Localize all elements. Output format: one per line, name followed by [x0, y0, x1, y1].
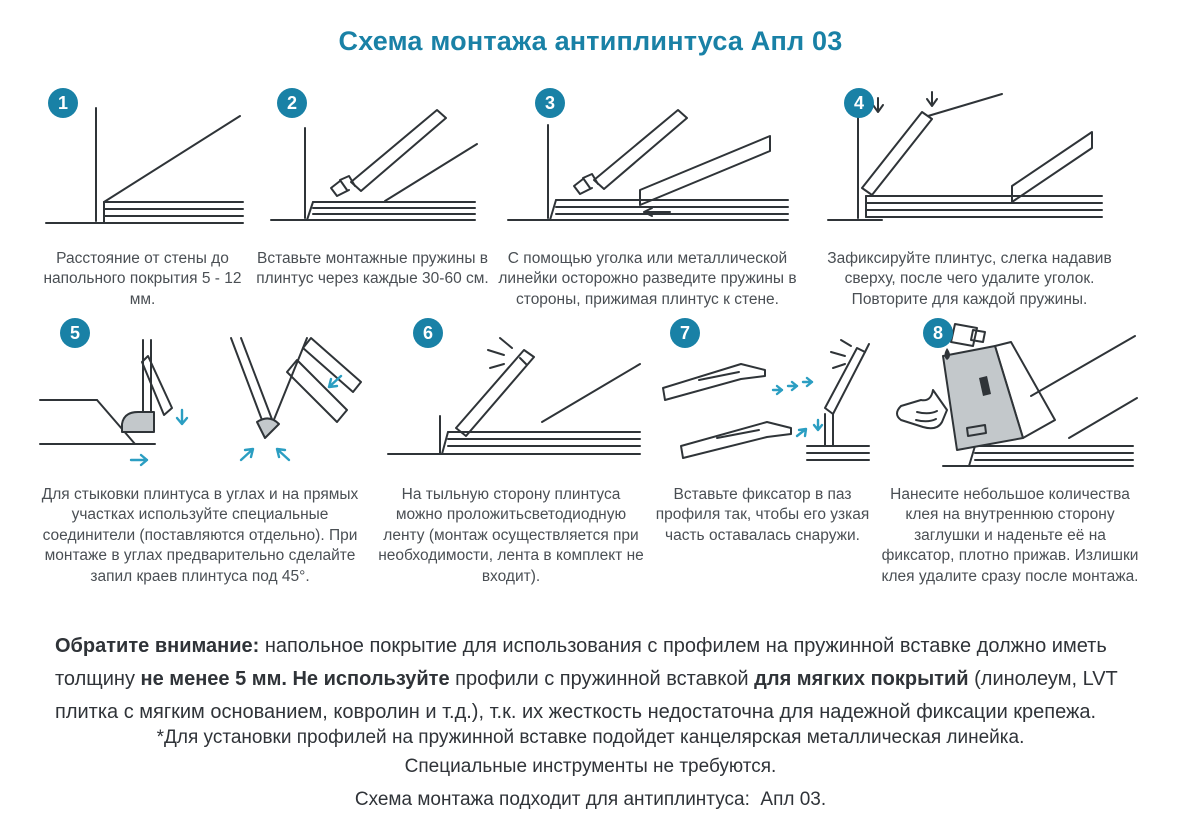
step-1-caption: Расстояние от стены до напольного покрытия 5 - 12 мм. — [43, 250, 242, 308]
step-8-caption: Нанесите небольшое количества клея на внутреннюю сторону заглушки и наденьте её на фиксатор, плотно прижав. Излишки клея удалите сразу после монтажа. — [881, 486, 1139, 585]
step-7 — [655, 318, 870, 546]
step-4-caption: Зафиксируйте плинтус, слегка надавив сверху, после чего удалите уголок. Повторите для каждой пружины. — [827, 250, 1112, 308]
step-6 — [378, 318, 648, 587]
step-5-caption: Для стыковки плинтуса в углах и на прямых участках используйте специальные соединители (поставляются отдельно). При монтаже в углах предварительно сделайте запил краев плинтуса под 45°. — [41, 486, 359, 585]
step-4-badge: 4 — [844, 88, 874, 118]
step-5-badge: 5 — [60, 318, 90, 348]
page-title: Схема монтажа антиплинтуса Апл 03 — [338, 26, 843, 56]
step-2 — [255, 88, 490, 290]
step-2-badge: 2 — [277, 88, 307, 118]
step-2-caption: Вставьте монтажные пружины в плинтус через каждые 30-60 см. — [256, 250, 489, 288]
step-4 — [812, 88, 1127, 310]
step-6-badge: 6 — [413, 318, 443, 348]
step-1 — [30, 88, 255, 310]
step-6-caption: На тыльную сторону плинтуса можно проложитьсветодиодную ленту (монтаж осуществляется при необходимости, лента в комплект не входит). — [378, 486, 644, 585]
step-3-caption: С помощью уголка или металлической линейки осторожно разведите пружины в стороны, прижимая плинтус к стене. — [498, 250, 797, 308]
step-7-badge: 7 — [670, 318, 700, 348]
step-5 — [35, 318, 365, 587]
step-8-badge: 8 — [923, 318, 953, 348]
step-3 — [485, 88, 810, 310]
spread-springs-ruler-illustration — [485, 88, 810, 240]
step-1-badge: 1 — [48, 88, 78, 118]
step-7-caption: Вставьте фиксатор в паз профиля так, чтобы его узкая часть оставалась снаружи. — [655, 486, 870, 544]
step-8 — [880, 318, 1145, 587]
compatibility-note: Схема монтажа подходит для антиплинтуса: Апл 03. — [354, 789, 827, 810]
step-3-badge: 3 — [535, 88, 565, 118]
tools-note-line1: *Для установки профилей на пружинной вставке подойдет канцелярская металлическая линейка. — [156, 727, 1025, 748]
attention-note: Обратите внимание: напольное покрытие для использования с профилем на пружинной вставке должно иметь толщину не менее 5 мм. Не используйте профили с пружинной вставкой для мягких покрытий (линолеум, LVT плитка с мягким основанием, ковролин и т.д.), т.к. их жесткость недостаточна для надежной фиксации крепежа. — [55, 635, 1118, 723]
glue-end-cap-illustration — [880, 318, 1145, 476]
tools-note-line2: Специальные инструменты не требуются. — [404, 756, 777, 777]
